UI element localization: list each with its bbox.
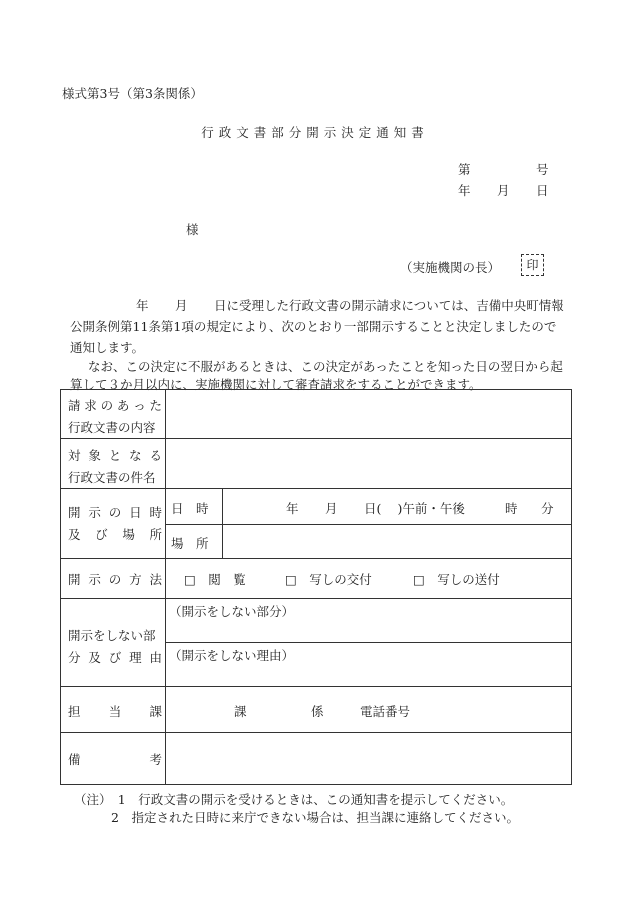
note-1: （注） 1 行政文書の開示を受けるときは、この通知書を提示してください。 [74,792,514,807]
row-divider [61,558,571,559]
row5-label-line2-char: 及 [88,650,101,665]
row2-label-line1 [68,446,162,464]
document-title: 行政文書部分開示決定通知書 [201,125,429,140]
body-year-label: 年 [136,298,149,313]
row1-label-line1 [68,396,162,414]
row1-label-line1-char: 請 [68,398,81,413]
dept-kakari: 係 [311,704,324,719]
date-month-label: 月 [497,183,510,198]
datetime-hour: 時 [505,501,518,516]
row3-label-line2-char: 所 [149,527,162,542]
row7-label-char: 考 [149,752,162,767]
decision-table [60,389,572,785]
column-divider [222,488,223,558]
row-divider [61,598,571,599]
row-divider [165,642,571,643]
dept-ka: 課 [234,704,247,719]
row3-label-line1-char: の [108,505,122,520]
row2-label-line1-char: と [108,448,122,463]
row6-label [68,702,162,720]
row5-label-line2-char: び [108,650,122,665]
ref-number-prefix: 第 [458,162,471,177]
row4-label-char: 示 [88,572,101,587]
body-paragraph-1-line-2: 公開条例第11条第1項の規定により、次のとおり一部開示することと決定しましたので [70,319,557,334]
option-view: □ 閲 覧 [184,572,246,587]
row6-label-char: 当 [108,704,122,719]
row5-label [68,626,162,666]
dept-tel: 電話番号 [360,704,411,719]
row3-label-line1-char: 開 [68,505,81,520]
row5-label-line2-char: 分 [68,650,81,665]
row5-label-line2-char: 由 [149,650,162,665]
row2-label-line2: 行政文書の件名 [68,470,156,485]
datetime-ampm: )午前・午後 [385,501,465,516]
row4-label-char: 方 [129,572,142,587]
body-month-label: 月 [175,298,188,313]
row4-label-char: 法 [149,572,162,587]
note-2: 2 指定された日時に来庁できない場合は、担当課に連絡してください。 [111,810,519,825]
seal-stamp: 印 [521,254,544,276]
option-copy-mail: □ 写しの送付 [413,572,500,587]
row5-label-line1: 開示をしない部 [68,628,156,643]
row6-label-char: 課 [149,704,162,719]
form-number: 様式第3号（第3条関係） [62,86,203,101]
row5-undisclosed-part: （開示をしない部分） [169,604,295,619]
row1-label-line1-char: 求 [84,398,97,413]
date-year-label: 年 [458,183,471,198]
row1-label [68,396,162,436]
row2-label-line1-char: 象 [88,448,101,463]
row3-place-label: 場 所 [171,536,209,551]
row1-label-line1-char: の [100,398,114,413]
row3-label-line1 [68,503,162,521]
row5-undisclosed-reason: （開示をしない理由） [169,648,295,663]
row1-label-line1-char: た [149,398,162,413]
row2-label [68,446,162,486]
row1-label-line2: 行政文書の内容 [68,420,156,435]
datetime-minute: 分 [541,501,554,516]
date-day-label: 日 [536,183,549,198]
column-divider [165,390,166,784]
row1-label-line1-char: あ [116,398,130,413]
addressee-suffix: 様 [186,222,199,237]
body-paragraph-1-line-1: 日に受理した行政文書の開示請求については、吉備中央町情報 [214,298,564,313]
row3-label-line1-char: 日 [129,505,142,520]
datetime-year: 年 [286,501,299,516]
body-paragraph-2-line-2: 算して３か月以内に、実施機関に対して審査請求をすることができます。 [70,377,482,392]
row-divider [61,488,571,489]
row3-datetime-label: 日 時 [171,501,209,516]
body-paragraph-1-line-3: 通知します。 [70,340,145,355]
row3-label [68,503,162,543]
row2-label-line1-char: る [149,448,162,463]
row-divider [61,732,571,733]
row-divider [61,686,571,687]
row5-label-line2-char: 理 [129,650,142,665]
row2-label-line1-char: 対 [68,448,81,463]
body-paragraph-2-line-1: なお、この決定に不服があるときは、この決定があったことを知った日の翌日から起 [88,359,563,374]
row5-label-line2 [68,648,162,666]
row6-label-char: 担 [68,704,81,719]
row-divider [165,524,571,525]
row3-label-line2-char: 場 [122,527,135,542]
row7-label [68,750,162,768]
datetime-month: 月 [325,501,338,516]
row4-label [68,570,162,588]
row3-label-line1-char: 示 [88,505,101,520]
row4-label-char: 開 [68,572,81,587]
datetime-day: 日( [364,501,382,516]
row1-label-line1-char: っ [133,398,146,413]
row3-label-line2-char: び [95,527,108,542]
row3-label-line2 [68,525,162,543]
row4-label-char: の [108,572,122,587]
issuer-label: （実施機関の長） [400,260,501,275]
row2-label-line1-char: な [129,448,142,463]
row7-label-char: 備 [68,752,81,767]
row3-label-line1-char: 時 [149,505,162,520]
option-copy-delivery: □ 写しの交付 [285,572,372,587]
ref-number-suffix: 号 [536,162,549,177]
row-divider [61,438,571,439]
row3-label-line2-char: 及 [68,527,81,542]
